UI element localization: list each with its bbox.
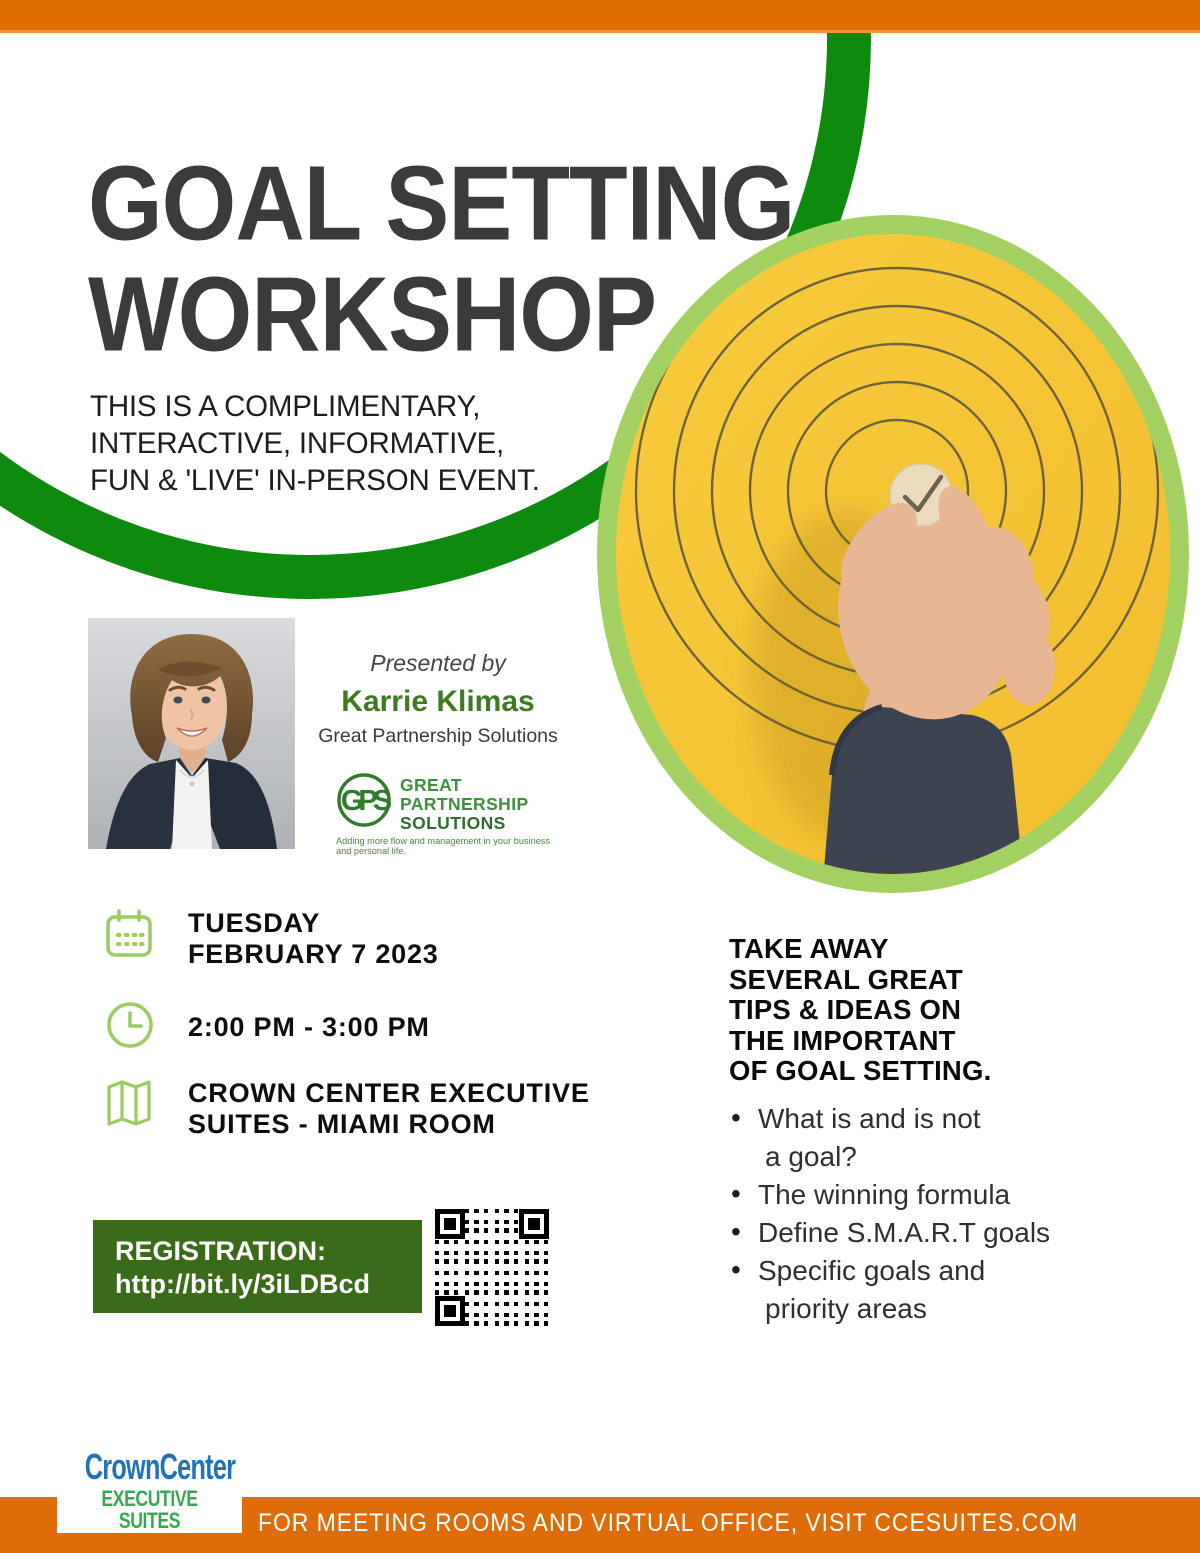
subtitle-line: INTERACTIVE, INFORMATIVE,: [90, 427, 505, 460]
crown-center-wordmark: CrownCenter: [84, 1446, 236, 1487]
takeaway-list: [729, 1100, 1129, 1328]
bullet-item: • Specific goals and priority areas: [729, 1252, 1129, 1328]
bullet-item: • What is and is not a goal?: [729, 1100, 1129, 1176]
registration-label: REGISTRATION:: [115, 1236, 326, 1266]
presented-by-label: Presented by: [370, 650, 506, 676]
calendar-icon: [105, 908, 155, 965]
gps-logo-line: PARTNERSHIP: [400, 794, 529, 814]
presenter-name: Karrie Klimas: [341, 685, 535, 718]
presenter-company: Great Partnership Solutions: [318, 725, 558, 747]
top-orange-bar: [0, 0, 1200, 33]
registration-box: [93, 1220, 422, 1313]
takeaway-heading-line: TIPS & IDEAS ON: [729, 994, 962, 1025]
event-venue: CROWN CENTER EXECUTIVE: [188, 1078, 590, 1108]
executive-suites-wordmark: EXECUTIVE SUITES: [101, 1486, 198, 1533]
qr-finder-icon: [435, 1209, 465, 1239]
event-time-row: [105, 1000, 430, 1055]
registration-qr-code: [428, 1202, 556, 1333]
gps-logo-line: SOLUTIONS: [400, 813, 506, 833]
takeaway-heading-line: THE IMPORTANT: [729, 1024, 956, 1056]
subtitle-line: THIS IS A COMPLIMENTARY,: [90, 390, 481, 423]
takeaway-heading-line: TAKE AWAY: [729, 933, 889, 964]
clock-icon: [105, 1000, 155, 1055]
map-icon: [105, 1078, 155, 1135]
title-line-2: WORKSHOP: [88, 255, 656, 374]
crown-center-logo: [57, 1437, 242, 1533]
presenter-headshot: [88, 618, 295, 849]
event-date-row: [105, 908, 439, 970]
page-title: [88, 144, 795, 374]
svg-text:GPS: GPS: [340, 785, 388, 817]
event-time: 2:00 PM - 3:00 PM: [188, 1012, 430, 1042]
qr-finder-icon: [519, 1209, 549, 1239]
presenter-block: [318, 650, 558, 748]
bullet-item: • Define S.M.A.R.T goals: [729, 1214, 1129, 1252]
gps-tagline: Adding more flow and management in your business and personal life.: [336, 836, 550, 856]
gps-logo: [336, 772, 576, 856]
takeaway-heading-line: SEVERAL GREAT: [729, 963, 963, 995]
event-day: TUESDAY: [188, 908, 321, 938]
title-line-1: GOAL SETTING: [88, 144, 795, 263]
event-date: FEBRUARY 7 2023: [188, 939, 439, 969]
subtitle-line: FUN & 'LIVE' IN-PERSON EVENT.: [90, 464, 540, 497]
bullet-item: • The winning formula: [729, 1176, 1129, 1214]
registration-url: http://bit.ly/3iLDBcd: [115, 1269, 370, 1299]
footer-message: FOR MEETING ROOMS AND VIRTUAL OFFICE, VISIT CCESUITES.COM: [258, 1509, 1079, 1537]
gps-monogram-icon: [336, 772, 392, 828]
gps-logo-line: GREAT: [400, 775, 462, 795]
takeaway-heading-line: OF GOAL SETTING.: [729, 1055, 992, 1086]
event-location-row: [105, 1078, 590, 1140]
event-room: SUITES - MIAMI ROOM: [188, 1109, 496, 1139]
subtitle: [90, 388, 540, 499]
qr-finder-icon: [435, 1296, 465, 1326]
takeaway-heading: [729, 934, 1089, 1087]
